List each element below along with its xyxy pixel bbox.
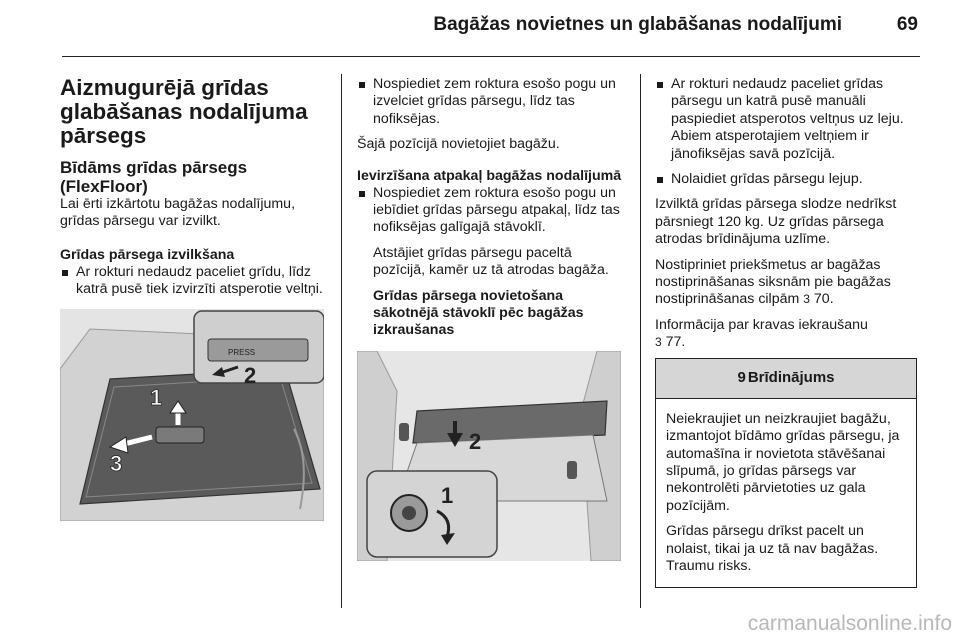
warning-body: [656, 399, 916, 588]
bullet-item: Nospiediet zem roktura esošo pogu un iebīdiet grīdas pārsegu atpakaļ, līdz tas nofiksējas galīgajā stāvoklī.: [357, 185, 625, 237]
procedure-title: Grīdas pārsega novietošana sākotnējā stāvoklī pēc bagāžas izkraušanas: [373, 287, 584, 338]
paragraph: Izvilktā grīdas pārsega slodze nedrīkst pārsniegt 120 kg. Uz grīdas pārsega atrodas brīdinājuma uzlīme.: [655, 196, 897, 248]
subsection-heading: Bīdāms grīdas pārsegs (FlexFloor): [60, 158, 248, 196]
paragraph-text: Informācija par kravas iekraušanu: [655, 316, 868, 333]
page-ref-icon: 3: [803, 292, 810, 307]
callout-3: 3: [110, 450, 123, 476]
bullet-item: Nolaidiet grīdas pārsegu lejup.: [655, 171, 923, 188]
callout-1: 1: [441, 482, 454, 508]
paragraph: [655, 317, 923, 352]
page-ref-icon: 3: [655, 335, 662, 350]
column-divider-1: [341, 74, 342, 608]
warning-title: Brīdinājums: [747, 369, 835, 387]
procedure-title: Grīdas pārsega izvilkšana: [60, 246, 235, 263]
warning-box: [655, 358, 917, 589]
column-2: [357, 76, 625, 561]
callout-2: 2: [469, 428, 482, 454]
bullet-item: Nospiediet zem roktura esošo pogu un izvelciet grīdas pārsegu, līdz tas nofiksējas.: [357, 76, 625, 128]
paragraph: Šajā pozīcijā novietojiet bagāžu.: [357, 136, 560, 153]
illustration-flexfloor-extend: [60, 309, 324, 521]
page-number: 69: [896, 14, 918, 35]
callout-1: 1: [150, 384, 163, 410]
bullet-item: Ar rokturi nedaudz paceliet grīdu, līdz katrā pusē tiek izvirzīti atsperotie veltņi.: [60, 264, 328, 299]
column-1: [60, 76, 328, 521]
header-divider: [62, 56, 920, 57]
paragraph: [655, 257, 923, 309]
warning-header: [656, 359, 916, 399]
press-label: PRESS: [228, 347, 256, 357]
column-3: [655, 76, 923, 588]
watermark: carmanualsonline.info: [747, 612, 952, 635]
page-ref-link[interactable]: 3 70.: [803, 291, 834, 308]
paragraph: Atstājiet grīdas pārsegu paceltā pozīcijā, kamēr uz tā atrodas bagāža.: [373, 244, 609, 279]
page-ref-link[interactable]: 3 77.: [655, 334, 686, 351]
warning-text: Grīdas pārsegu drīkst pacelt un nolaist, tikai ja uz tā nav bagāžas. Traumu risks.: [666, 523, 879, 574]
column-divider-2: [640, 74, 641, 608]
warning-icon: 9: [737, 369, 746, 387]
warning-text: Neiekraujiet un neizkraujiet bagāžu, izmantojot bīdāmo grīdas pārsegu, ja automašīna ir novietota stāvēšanai slīpumā, jo grīdas pārsegs var nekontrolēti pārvietoties uz gala pozīcijām.: [666, 410, 900, 514]
paragraph-text: Nostipriniet priekšmetus ar bagāžas nostiprināšanas siksnām pie bagāžas nostiprināšanas cilpām: [655, 256, 891, 308]
intro-paragraph: Lai ērti izkārtotu bagāžas nodalījumu, grīdas pārsegu var izvilkt.: [60, 196, 296, 230]
bullet-item: Ar rokturi nedaudz paceliet grīdas pārsegu un katrā pusē manuāli paspiediet atsperotos veltņus uz leju. Abiem atsperotajiem veltņiem ir jānofiksējas savā pozīcijā.: [655, 76, 923, 163]
page-header-title: Bagāžas novietnes un glabāšanas nodalījumi: [433, 14, 842, 35]
callout-2: 2: [244, 362, 257, 388]
illustration-flexfloor-reset: [357, 351, 621, 561]
procedure-title: Ievirzīšana atpakaļ bagāžas nodalījumā: [357, 167, 622, 184]
section-heading: Aizmugurējā grīdas glabāšanas nodalījuma pārsegs: [60, 75, 308, 148]
